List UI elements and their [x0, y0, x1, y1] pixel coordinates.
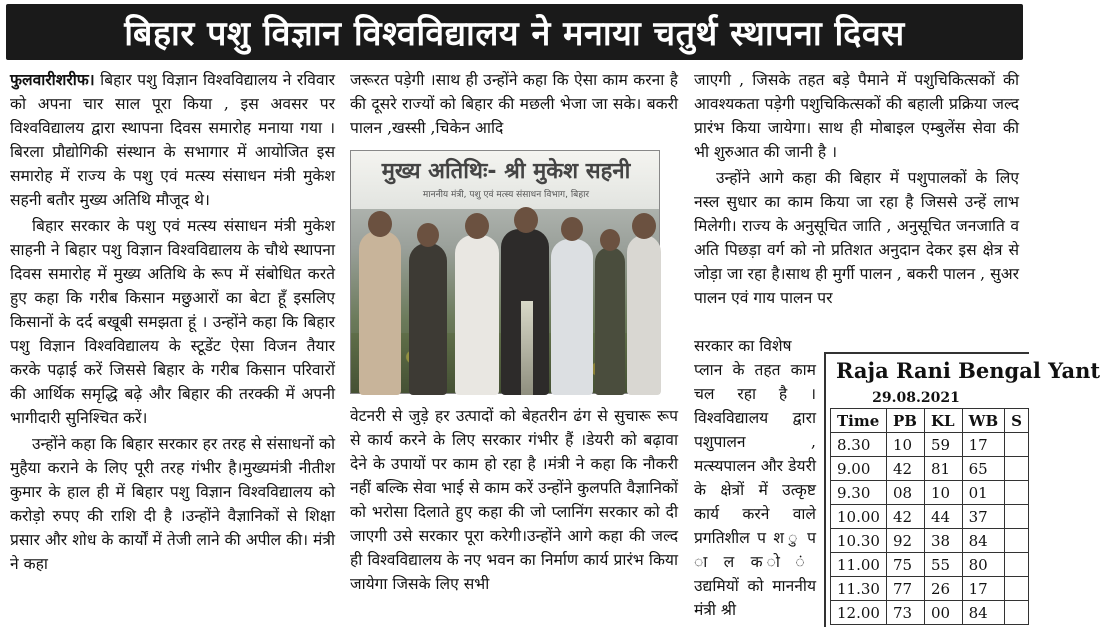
table-cell: 10.30	[831, 529, 887, 553]
lottery-result-box	[824, 352, 1100, 627]
table-cell: 73	[886, 601, 924, 625]
article-column-3-top	[694, 68, 1019, 342]
paragraph-col3-2: उन्होंने आगे कहा की बिहार में पशुपालकों के लिए नस्ल सुधार का काम किया जा रहा है जिससे उन्हें लाभ मिलेगी। राज्य के अनुसूचित जाति , अनुसूचित जनजाति व अति पिछड़ा वर्ग को नो प्रतिशत अनुदान देकर इस क्षेत्र से जोड़ा जा रहा है।साथ ही मुर्गी पालन , बकरी पालन , सुअर पालन एवं गाय पालन पर	[694, 169, 1019, 307]
column-header: KL	[925, 409, 963, 433]
headline: बिहार पशु विज्ञान विश्वविद्यालय ने मनाया चतुर्थ स्थापना दिवस	[6, 4, 1023, 60]
table-cell: 10	[886, 433, 924, 457]
table-cell: 9.00	[831, 457, 887, 481]
person-figure	[409, 243, 447, 395]
table-cell: 65	[962, 457, 1005, 481]
person-head	[600, 229, 620, 251]
table-cell: 59	[925, 433, 963, 457]
table-cell	[1005, 577, 1029, 601]
paragraph-col2-bottom: वेटनरी से जुड़े हर उत्पादों को बेहतरीन ढंग से सुचारू रूप से कार्य करने के लिए सरकार गंभीर हैं ।डेयरी को बढ़ावा देने के उपायों पर काम हो रहा है ।मंत्री ने कहा कि नौकरी नहीं बल्कि सेवा भाई से काम करें उन्होंने कुलपति वैज्ञानिकों को भरोसा दिलाते हुए कहा की जो प्लानिंग सरकार को दी जाएगी उसे सरकार पूरा करेगी।उन्होंने आगे कहा की जल्द ही विश्वविद्यालय के नए भवन का निर्माण कार्य प्रारंभ किया जायेगा जिसके लिए सभी	[350, 407, 678, 593]
article-column-2-bottom	[350, 404, 678, 627]
table-cell: 9.30	[831, 481, 887, 505]
table-cell: 11.00	[831, 553, 887, 577]
paragraph-3: उन्होंने कहा कि बिहार सरकार हर तरह से संसाधनों को मुहैया कराने के लिए पूरी तरह गंभीर है।मुख्यमंत्री नीतीश कुमार के हाल ही में बिहार पशु विज्ञान विश्वविद्यालय को करोड़ो रुपए की राशि दी है ।उन्होंने वैज्ञानिकों से शिक्षा प्रसार और शोध के कार्यों में तेजी लाने की अपील की। मंत्री ने कहा	[10, 435, 335, 573]
table-cell: 42	[886, 457, 924, 481]
column-header: S	[1005, 409, 1029, 433]
table-cell	[1005, 481, 1029, 505]
table-cell: 38	[925, 529, 963, 553]
table-cell: 11.30	[831, 577, 887, 601]
table-cell: 37	[962, 505, 1005, 529]
paragraph-col3-1: जाएगी , जिसके तहत बड़े पैमाने में पशुचिकित्सकों की आवश्यकता पड़ेगी पशुचिकित्सकों की बहाली प्रक्रिया जल्द प्रारंभ किया जायेगा। साथ ही मोबाइल एम्बुलेंस सेवा की भी शुरुआत की जानी है ।	[694, 71, 1019, 161]
table-row	[831, 529, 1029, 553]
table-cell: 55	[925, 553, 963, 577]
person-head	[632, 213, 656, 239]
table-cell: 10.00	[831, 505, 887, 529]
person-figure	[551, 239, 593, 395]
table-row	[831, 505, 1029, 529]
table-cell: 17	[962, 577, 1005, 601]
table-header-row	[831, 409, 1029, 433]
table-cell	[1005, 433, 1029, 457]
table-row	[831, 601, 1029, 625]
paragraph-2: बिहार सरकार के पशु एवं मत्स्य संसाधन मंत्री मुकेश साहनी ने बिहार पशु विज्ञान विश्वविद्यालय के चौथे स्थापना दिवस समारोह में मुख्य अतिथि के रूप में संबोधित करते हुए कहा कि गरीब किसान मछुआरों का बेटा हूँ इसलिए किसानों के दर्द बखूबी समझता हूं । उन्होंने कहा कि बिहार पशु विज्ञान विश्वविद्यालय के स्टूडेंट ऐसा विजन तैयार करके पढ़ाई करें जिससे बिहार के गरीब किसान परिवारों की आर्थिक समृद्धि बढ़े और बिहार की तरक्की में अपनी भागीदारी सुनिश्चित करें।	[10, 217, 335, 427]
paragraph-col2-top: जरूरत पड़ेगी ।साथ ही उन्होंने कहा कि ऐसा काम करना है की दूसरे राज्यों को बिहार की मछली भेजा जा सके। बकरी पालन ,खस्सी ,चिकेन आदि	[350, 71, 678, 137]
table-row	[831, 457, 1029, 481]
table-row	[831, 577, 1029, 601]
person-head	[417, 223, 439, 247]
table-row	[831, 433, 1029, 457]
table-cell	[1005, 529, 1029, 553]
table-cell: 17	[962, 433, 1005, 457]
banner-main-text: मुख्य अतिथिः- श्री मुकेश सहनी	[381, 159, 631, 184]
table-row	[831, 481, 1029, 505]
article-column-2-top	[350, 68, 678, 144]
table-cell: 77	[886, 577, 924, 601]
person-head	[514, 207, 538, 233]
table-cell: 75	[886, 553, 924, 577]
person-figure	[627, 235, 661, 395]
person-figure	[595, 247, 625, 395]
table-cell: 01	[962, 481, 1005, 505]
table-cell: 84	[962, 529, 1005, 553]
dateline: फुलवारीशरीफ।	[10, 70, 95, 89]
table-cell: 84	[962, 601, 1005, 625]
table-cell: 81	[925, 457, 963, 481]
paragraph-1-text: बिहार पशु विज्ञान विश्वविद्यालय ने रविवार को अपना चार साल पूरा किया , इस अवसर पर विश्वविद्यालय द्वारा स्थापना दिवस समारोह मनाया गया ।बिरला प्रौद्योगिकी संस्थान के सभागार में आयोजित इस समारोह में राज्य के पशु एवं मत्स्य संसाधन मंत्री मुकेश सहनी बतौर मुख्य अतिथि मौजूद थे।	[10, 71, 335, 209]
table-cell	[1005, 457, 1029, 481]
table-cell	[1005, 553, 1029, 577]
article-column-3-narrow: प्लान के तहत काम चल रहा है । विश्वविद्यालय द्वारा पशुपालन , मत्स्यपालन और डेयरी के क्षेत्रों में उत्कृष्ट कार्य करने वाले प्रगतिशील प श ु प ा ल क ो ं उद्यमियों को माननीय मंत्री श्री	[694, 361, 816, 619]
table-cell: 12.00	[831, 601, 887, 625]
column-header: PB	[886, 409, 924, 433]
table-cell: 26	[925, 577, 963, 601]
table-cell: 80	[962, 553, 1005, 577]
person-head	[465, 213, 489, 239]
column-header: Time	[831, 409, 887, 433]
column-3-continuation-line: सरकार का विशेष	[694, 337, 792, 355]
ceremonial-lamp	[521, 301, 533, 395]
person-head	[368, 211, 392, 237]
table-row	[831, 553, 1029, 577]
table-cell: 10	[925, 481, 963, 505]
table-cell: 00	[925, 601, 963, 625]
banner-sub-text: माननीय मंत्री, पशु एवं मत्स्य संसाधन विभाग, बिहार	[422, 190, 590, 200]
lottery-table	[830, 408, 1029, 625]
article-column-1	[10, 68, 335, 627]
column-header: WB	[962, 409, 1005, 433]
table-cell: 08	[886, 481, 924, 505]
table-cell: 44	[925, 505, 963, 529]
table-cell: 8.30	[831, 433, 887, 457]
table-cell: 42	[886, 505, 924, 529]
table-cell	[1005, 601, 1029, 625]
person-figure	[455, 235, 499, 395]
lottery-date: 29.08.2021	[872, 390, 960, 406]
paragraph-1	[10, 68, 335, 212]
photo-banner	[351, 151, 659, 209]
event-photo	[350, 150, 660, 394]
lottery-title: Raja Rani Bengal Yant	[836, 358, 1100, 383]
person-head	[561, 217, 583, 241]
table-cell: 92	[886, 529, 924, 553]
person-figure	[359, 231, 401, 395]
table-cell	[1005, 505, 1029, 529]
